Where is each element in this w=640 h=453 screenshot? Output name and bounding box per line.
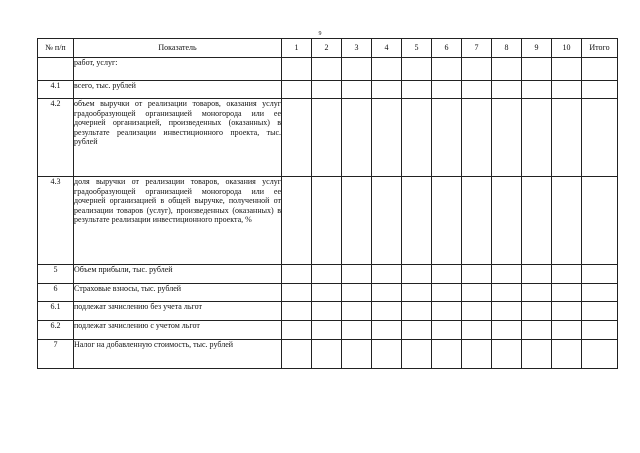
total-cell — [582, 58, 618, 81]
value-cell — [402, 177, 432, 265]
value-cell — [402, 99, 432, 177]
indicators-table — [37, 38, 618, 369]
value-cell — [282, 284, 312, 302]
value-cell — [492, 340, 522, 369]
value-cell — [432, 340, 462, 369]
header-year-4: 4 — [372, 39, 402, 58]
row-indicator: подлежат зачислению с учетом льгот — [74, 321, 282, 340]
value-cell — [372, 265, 402, 284]
header-year-9: 9 — [522, 39, 552, 58]
value-cell — [402, 340, 432, 369]
header-num: № п/п — [38, 39, 74, 58]
value-cell — [462, 58, 492, 81]
value-cell — [462, 99, 492, 177]
table-row — [38, 340, 618, 369]
header-row — [38, 39, 618, 58]
value-cell — [372, 302, 402, 321]
row-indicator: объем выручки от реализации товаров, оказания услуг градообразующей организацией моногорода или ее дочерней организацией, произведенных (оказанных) в результате реализации инвестиционного проекта, тыс. рублей — [74, 99, 282, 177]
value-cell — [522, 177, 552, 265]
header-year-10: 10 — [552, 39, 582, 58]
value-cell — [432, 265, 462, 284]
table-row — [38, 58, 618, 81]
row-number: 4.2 — [38, 99, 74, 177]
value-cell — [552, 99, 582, 177]
header-year-2: 2 — [312, 39, 342, 58]
value-cell — [312, 177, 342, 265]
value-cell — [492, 58, 522, 81]
value-cell — [402, 58, 432, 81]
row-number: 6 — [38, 284, 74, 302]
value-cell — [372, 177, 402, 265]
row-indicator: Налог на добавленную стоимость, тыс. рублей — [74, 340, 282, 369]
total-cell — [582, 81, 618, 99]
row-number: 7 — [38, 340, 74, 369]
value-cell — [552, 340, 582, 369]
value-cell — [342, 177, 372, 265]
table-row — [38, 177, 618, 265]
value-cell — [342, 302, 372, 321]
value-cell — [282, 321, 312, 340]
value-cell — [462, 177, 492, 265]
value-cell — [522, 99, 552, 177]
value-cell — [342, 81, 372, 99]
value-cell — [492, 177, 522, 265]
page-number: 9 — [318, 31, 322, 37]
value-cell — [402, 81, 432, 99]
table-row — [38, 302, 618, 321]
value-cell — [282, 340, 312, 369]
row-indicator: всего, тыс. рублей — [74, 81, 282, 99]
row-number: 4.1 — [38, 81, 74, 99]
value-cell — [312, 99, 342, 177]
value-cell — [432, 58, 462, 81]
value-cell — [342, 99, 372, 177]
value-cell — [522, 321, 552, 340]
value-cell — [312, 58, 342, 81]
value-cell — [402, 265, 432, 284]
value-cell — [432, 177, 462, 265]
value-cell — [312, 265, 342, 284]
total-cell — [582, 284, 618, 302]
value-cell — [552, 58, 582, 81]
table-row — [38, 265, 618, 284]
value-cell — [492, 284, 522, 302]
value-cell — [492, 265, 522, 284]
value-cell — [312, 302, 342, 321]
value-cell — [522, 58, 552, 81]
value-cell — [372, 99, 402, 177]
value-cell — [522, 81, 552, 99]
value-cell — [402, 302, 432, 321]
total-cell — [582, 177, 618, 265]
value-cell — [432, 302, 462, 321]
row-indicator: подлежат зачислению без учета льгот — [74, 302, 282, 321]
value-cell — [372, 340, 402, 369]
value-cell — [462, 81, 492, 99]
value-cell — [552, 302, 582, 321]
value-cell — [372, 81, 402, 99]
row-number: 6.2 — [38, 321, 74, 340]
total-cell — [582, 99, 618, 177]
value-cell — [492, 302, 522, 321]
value-cell — [432, 99, 462, 177]
value-cell — [282, 99, 312, 177]
header-year-6: 6 — [432, 39, 462, 58]
value-cell — [342, 321, 372, 340]
value-cell — [492, 321, 522, 340]
value-cell — [402, 321, 432, 340]
header-year-5: 5 — [402, 39, 432, 58]
row-number: 6.1 — [38, 302, 74, 321]
value-cell — [522, 302, 552, 321]
value-cell — [282, 177, 312, 265]
value-cell — [492, 81, 522, 99]
value-cell — [462, 340, 492, 369]
value-cell — [342, 265, 372, 284]
header-year-7: 7 — [462, 39, 492, 58]
value-cell — [312, 81, 342, 99]
row-number — [38, 58, 74, 81]
total-cell — [582, 340, 618, 369]
value-cell — [552, 265, 582, 284]
table-row — [38, 321, 618, 340]
value-cell — [552, 81, 582, 99]
row-indicator: работ, услуг: — [74, 58, 282, 81]
table-row — [38, 284, 618, 302]
value-cell — [282, 81, 312, 99]
value-cell — [462, 321, 492, 340]
value-cell — [462, 302, 492, 321]
row-indicator: Объем прибыли, тыс. рублей — [74, 265, 282, 284]
header-year-1: 1 — [282, 39, 312, 58]
total-cell — [582, 321, 618, 340]
value-cell — [342, 340, 372, 369]
value-cell — [432, 81, 462, 99]
value-cell — [552, 321, 582, 340]
header-year-8: 8 — [492, 39, 522, 58]
table-row — [38, 99, 618, 177]
header-total: Итого — [582, 39, 618, 58]
header-indicator: Показатель — [74, 39, 282, 58]
value-cell — [432, 321, 462, 340]
row-number: 4.3 — [38, 177, 74, 265]
value-cell — [372, 284, 402, 302]
value-cell — [522, 284, 552, 302]
total-cell — [582, 302, 618, 321]
value-cell — [522, 340, 552, 369]
value-cell — [342, 284, 372, 302]
value-cell — [552, 284, 582, 302]
value-cell — [492, 99, 522, 177]
value-cell — [372, 58, 402, 81]
value-cell — [522, 265, 552, 284]
value-cell — [372, 321, 402, 340]
value-cell — [402, 284, 432, 302]
value-cell — [312, 340, 342, 369]
total-cell — [582, 265, 618, 284]
value-cell — [462, 284, 492, 302]
value-cell — [282, 58, 312, 81]
value-cell — [282, 265, 312, 284]
value-cell — [552, 177, 582, 265]
header-year-3: 3 — [342, 39, 372, 58]
value-cell — [462, 265, 492, 284]
value-cell — [432, 284, 462, 302]
row-number: 5 — [38, 265, 74, 284]
row-indicator: доля выручки от реализации товаров, оказания услуг градообразующей организацией моногорода или ее дочерней организацией в общей выручке, полученной от реализации товаров (услуг), произведенных (оказанных) в результате реализации инвестиционного проекта, % — [74, 177, 282, 265]
value-cell — [312, 284, 342, 302]
value-cell — [282, 302, 312, 321]
table-row — [38, 81, 618, 99]
row-indicator: Страховые взносы, тыс. рублей — [74, 284, 282, 302]
value-cell — [312, 321, 342, 340]
value-cell — [342, 58, 372, 81]
